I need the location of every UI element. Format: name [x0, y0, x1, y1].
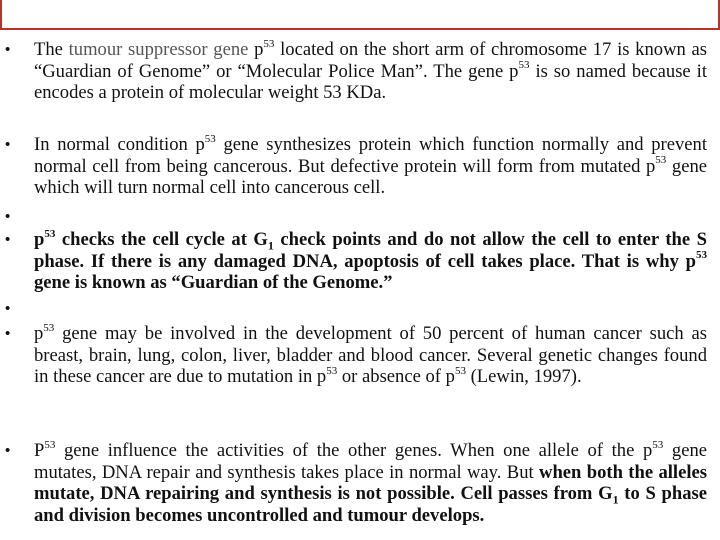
bullet-marker: • [5, 231, 11, 248]
bullet-marker: • [5, 136, 11, 153]
bullet-marker: • [5, 208, 11, 225]
paragraph-p53-guardian: The tumour suppressor gene $p^{53}$ located on the short arm of chromosome 17 is known as “Guardian of Genome” or “Molecular Police Man”. The gene $p^{53}$ is so named because it encodes a protein of molecular weight 53 KDa. [34, 37, 707, 103]
bullet-marker: • [5, 41, 11, 58]
bullet-marker: • [5, 442, 11, 459]
bullet-marker: • [5, 325, 11, 342]
bullet-marker: • [5, 300, 11, 317]
paragraph-cell-cycle: $p^{53}$ checks the cell cycle at $G_1$ check points and do not allow the cell to enter the S phase. If there is any damaged DNA, apoptosis of cell takes place. That is why $p^{53}$ gene is known as “Guardian of the Genome.” [34, 227, 707, 293]
paragraph-allele-mutation: $P^{53}$ gene influence the activities of the other genes. When one allele of the $p^{53}$ gene mutates, DNA repair and synthesis takes place in normal way. But when both the alleles mutate, DNA repairing and synthesis is not possible. Cell passes from $G_1$ to S phase and division becomes uncontrolled and tumour develops. [34, 438, 708, 526]
slide-header-frame [0, 0, 720, 30]
paragraph-human-cancer: $p^{53}$ gene may be involved in the development of 50 percent of human cancer such as breast, brain, lung, colon, liver, bladder and blood cancer. Several genetic changes found in these cancer are due to mutation in $p^{53}$ or absence of $p^{53}$ (Lewin, 1997). [34, 321, 707, 387]
paragraph-normal-condition: In normal condition $p^{53}$ gene synthesizes protein which function normally and prevent normal cell from being cancerous. But defective protein will form from mutated $p^{53}$ gene which will turn normal cell into cancerous cell. [34, 132, 708, 198]
highlight-term: tumour suppressor gene [68, 39, 249, 60]
